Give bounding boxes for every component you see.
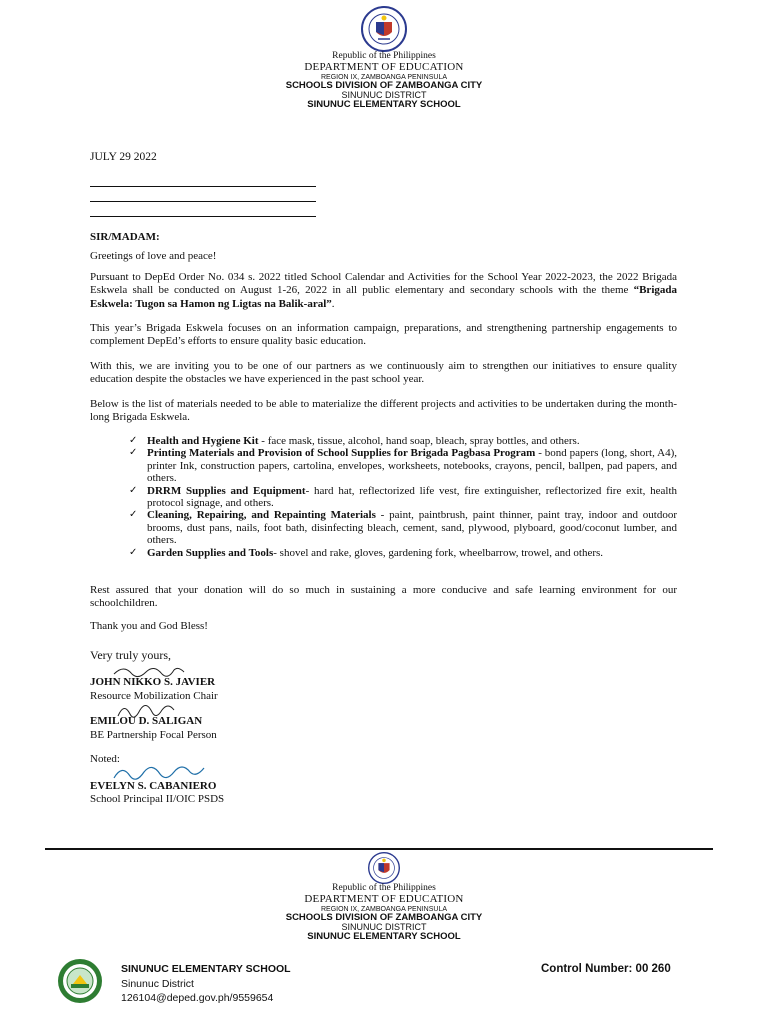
material-text: - face mask, tissue, alcohol, hand soap, bleach, spray bottles, and others. (258, 435, 580, 447)
footer-divider (45, 848, 713, 850)
recipient-line (90, 201, 316, 202)
list-item (129, 509, 677, 546)
recipient-line (90, 186, 316, 187)
region-line: REGION IX, ZAMBOANGA PENINSULA (320, 905, 448, 913)
material-title: Health and Hygiene Kit (147, 435, 259, 447)
paragraph-1-text: Pursuant to DepEd Order No. 034 s. 2022 titled School Calendar and Activities for the School Year 2022-2023, the 2022 Brigada Eskwela shall be conducted on August 1-26, 2022 in all public elementary and secondary schools with the theme (90, 271, 677, 297)
recipient-line (90, 216, 316, 217)
control-number: Control Number: 00 260 (541, 963, 671, 975)
department-line: DEPARTMENT OF EDUCATION (304, 892, 464, 905)
republic-line: Republic of the Philippines (332, 883, 436, 893)
district-line: SINUNUC DISTRICT (341, 89, 427, 100)
republic-line: Republic of the Philippines (332, 51, 436, 61)
check-icon: ✓ (129, 435, 138, 446)
deped-seal-icon (361, 852, 407, 884)
greeting: Greetings of love and peace! (90, 250, 217, 262)
letter-date: JULY 29 2022 (90, 151, 157, 163)
school-line: SINUNUC ELEMENTARY SCHOOL (307, 99, 461, 111)
closing-line: Very truly yours, (90, 648, 171, 662)
school-line: SINUNUC ELEMENTARY SCHOOL (307, 931, 461, 943)
signatory-2-role: BE Partnership Focal Person (90, 729, 217, 741)
material-text: - hard hat, reflectorized life vest, fire extinguisher, reflectorized fire exit, health protocol signage, and others. (147, 484, 677, 510)
check-icon: ✓ (129, 447, 138, 459)
signatory-2-name: EMILOU D. SALIGAN (90, 715, 203, 727)
material-title: DRRM Supplies and Equipment (147, 484, 306, 497)
thanks-line: Thank you and God Bless! (90, 620, 208, 632)
salutation (90, 231, 677, 244)
division-line: SCHOOLS DIVISION OF ZAMBOANGA CITY (285, 911, 483, 923)
footer-contact: 126104@deped.gov.ph/9559654 (121, 992, 274, 1004)
material-text: - paint, paintbrush, paint thinner, paint tray, indoor and outdoor brooms, dust pans, nails, foot bath, disinfecting bleach, cement, sand, plywood, plyboard, good/coconut lumber, and others. (147, 509, 677, 547)
paragraph-1 (90, 271, 677, 311)
material-title: Printing Materials and Provision of School Supplies for Brigada Pagbasa Program (147, 447, 536, 460)
material-title: Cleaning, Repairing, and Repainting Materials (147, 509, 376, 522)
material-text: - shovel and rake, gloves, gardening fork, wheelbarrow, trowel, and others. (273, 546, 604, 559)
check-icon: ✓ (129, 484, 138, 496)
material-title: Garden Supplies and Tools (147, 546, 274, 559)
paragraph-1-end: . (331, 297, 335, 310)
list-item (129, 485, 677, 510)
check-icon: ✓ (129, 509, 138, 521)
materials-list (129, 435, 677, 559)
signatory-3-name: EVELYN S. CABANIERO (90, 780, 217, 792)
list-item (129, 547, 677, 559)
footer-letterhead (0, 884, 768, 942)
letterhead (0, 52, 768, 110)
theme-text: “Brigada Eskwela: Tugon sa Hamon ng Ligtas na Balik-aral” (90, 284, 677, 310)
paragraph-5: Rest assured that your donation will do so much in sustaining a more conducive and safe learning environment for our schoolchildren. (90, 584, 677, 610)
check-icon: ✓ (129, 546, 138, 558)
region-line: REGION IX, ZAMBOANGA PENINSULA (320, 73, 448, 81)
district-line: SINUNUC DISTRICT (341, 921, 427, 932)
paragraph-2: This year’s Brigada Eskwela focuses on an information campaign, preparations, and strengthening partnership engagements to complement DepEd’s efforts to ensure quality basic education. (90, 322, 677, 348)
division-line: SCHOOLS DIVISION OF ZAMBOANGA CITY (285, 79, 483, 91)
footer-school-name: SINUNUC ELEMENTARY SCHOOL (121, 963, 291, 975)
department-line: DEPARTMENT OF EDUCATION (304, 60, 464, 73)
list-item (129, 435, 677, 447)
signatory-1-name: JOHN NIKKO S. JAVIER (90, 676, 216, 688)
footer-district: Sinunuc District (121, 978, 194, 990)
material-text: - bond papers (long, short, A4), printer Ink, construction papers, cartolina, envelopes, worksheets, notebooks, crayons, pencil, ballpen, pad papers, and others. (147, 447, 677, 485)
deped-seal-icon (361, 6, 407, 52)
paragraph-4: Below is the list of materials needed to be able to materialize the different projects and activities to be undertaken during the month-long Brigada Eskwela. (90, 398, 677, 424)
signatory-3-role: School Principal II/OIC PSDS (90, 793, 225, 805)
paragraph-3: With this, we are inviting you to be one of our partners as we continuously aim to strengthen our initiatives to ensure quality education despite the obstacles we have experienced in the past school year. (90, 360, 677, 386)
noted-label: Noted: (90, 753, 120, 765)
school-seal-icon (57, 958, 103, 1004)
signatory-1-role: Resource Mobilization Chair (90, 690, 218, 702)
list-item (129, 447, 677, 484)
salutation-text: SIR/MADAM: (90, 231, 160, 243)
